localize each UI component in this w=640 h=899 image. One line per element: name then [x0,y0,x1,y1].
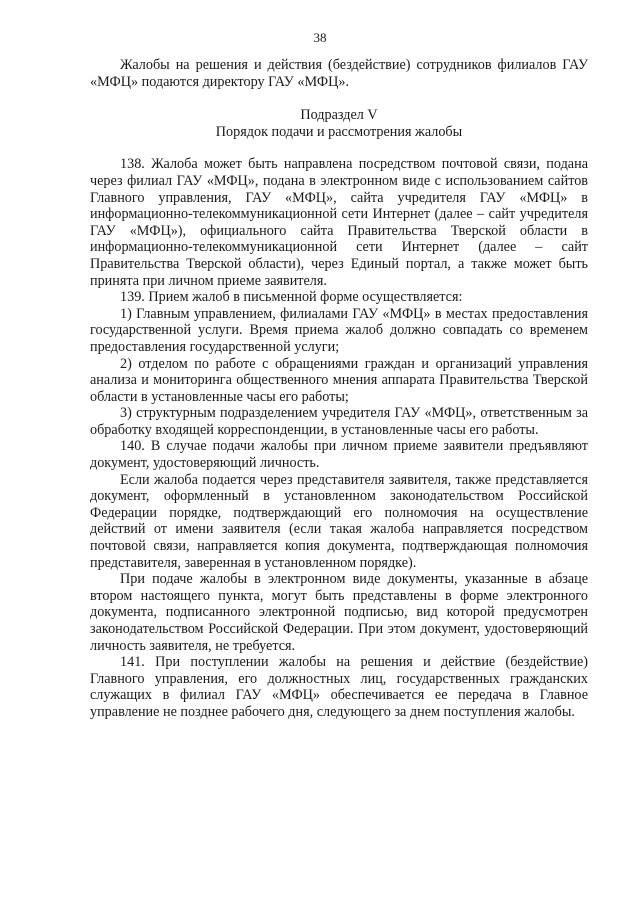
intro-paragraph: Жалобы на решения и действия (бездействие) сотрудников филиалов ГАУ «МФЦ» подаются директору ГАУ «МФЦ». [90,57,588,90]
paragraph-139-item-3: 3) структурным подразделением учредителя ГАУ «МФЦ», ответственным за обработку входящей корреспонденции, в установленные часы его работы. [90,405,588,438]
paragraph-140-representative: Если жалоба подается через представителя заявителя, также представляется документ, оформленный в установленном законодательством Российской Федерации порядке, подтверждающий его полномочия на осуществление действий от имени заявителя (если такая жалоба направляется посредством почтовой связи, направляется копия документа, подтверждающая полномочия представителя, заверенная в установленном порядке). [90,471,588,571]
paragraph-139: 139. Прием жалоб в письменной форме осуществляется: [120,289,463,306]
paragraph-140: 140. В случае подачи жалобы при личном приеме заявители предъявляют документ, удостоверяющий личность. [90,438,588,472]
subsection-subtitle: Порядок подачи и рассмотрения жалобы [215,123,463,140]
paragraph-141: 141. При поступлении жалобы на решения и действие (бездействие) Главного управления, его должностных лиц, государственных гражданских служащих в филиал ГАУ «МФЦ» обеспечивается ее передача в Главное управление не позднее рабочего дня, следующего за днем поступления жалобы. [90,654,588,720]
paragraph-138: 138. Жалоба может быть направлена посредством почтовой связи, подана через филиал ГАУ «МФЦ», подана в электронном виде с использованием сайтов Главного управления, ГАУ «МФЦ», сайта учредителя ГАУ «МФЦ» в информационно-телекоммуникационной сети Интернет (далее – сайт учредителя ГАУ «МФЦ»), официального сайта Правительства Тверской области в информационно-телекоммуникационной сети Интернет (далее – сайт Правительства Тверской области), через Единый портал, а также может быть принята при личном приеме заявителя. [90,156,588,289]
page-number: 38 [313,30,327,45]
paragraph-139-item-2: 2) отделом по работе с обращениями граждан и организаций управления анализа и мониторинга общественного мнения аппарата Правительства Тверской области в установленные часы его работы; [90,355,588,405]
subsection-title: Подраздел V [300,107,378,124]
paragraph-140-electronic: При подаче жалобы в электронном виде документы, указанные в абзаце втором настоящего пункта, могут быть представлены в форме электронного документа, подписанного электронной подписью, вид которой предусмотрен законодательством Российской Федерации. При этом документ, удостоверяющий личность заявителя, не требуется. [90,571,588,654]
paragraph-139-item-1: 1) Главным управлением, филиалами ГАУ «МФЦ» в местах предоставления государственной услуги. Время приема жалоб должно совпадать со временем предоставления государственной услуги; [90,305,588,355]
page-text [90,57,588,721]
